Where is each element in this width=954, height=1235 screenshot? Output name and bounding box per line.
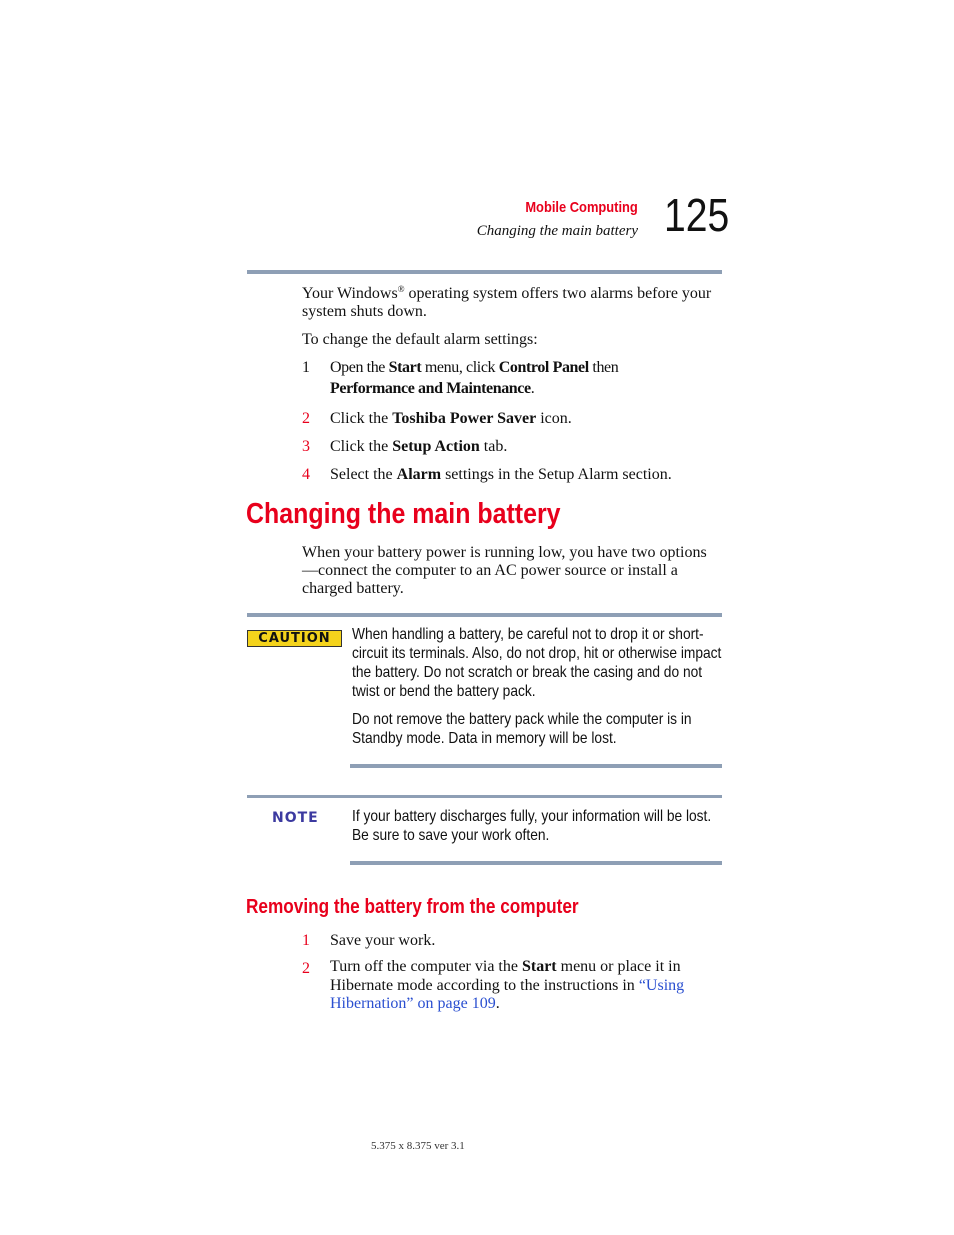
intro-paragraph-2: To change the default alarm settings:: [302, 331, 538, 348]
step-number: 1: [302, 359, 310, 376]
page-footer: 5.375 x 8.375 ver 3.1: [371, 1140, 465, 1152]
caution-paragraph-2: Do not remove the battery pack while the computer is in Standby mode. Data in memory will be lost.: [352, 711, 692, 747]
section-heading: Changing the main battery: [246, 498, 561, 530]
step-number: 4: [302, 466, 310, 483]
page-number: 125: [664, 189, 730, 241]
caution-top-rule: [247, 613, 722, 617]
step-number: 2: [302, 410, 310, 427]
step-text: Turn off the computer via the Start menu or place it in Hibernate mode according to the instructions in “Using Hibernation” on page 109.: [330, 958, 685, 1012]
step-number: 1: [302, 932, 310, 949]
hibernation-link[interactable]: “Using Hibernation” on page 109: [330, 976, 685, 1012]
running-header-section: Changing the main battery: [476, 223, 638, 239]
note-badge: NOTE: [272, 810, 319, 826]
step-text: Save your work.: [330, 932, 436, 949]
step-text: Open the Start menu, click Control Panel then Performance and Maintenance.: [330, 359, 619, 397]
subsection-heading: Removing the battery from the computer: [246, 896, 579, 918]
section-intro: When your battery power is running low, you have two options—connect the computer to an AC power source or install a charged battery.: [302, 544, 707, 597]
step-text: Select the Alarm settings in the Setup Alarm section.: [330, 466, 672, 483]
intro-paragraph-1: Your Windows® operating system offers two alarms before your system shuts down.: [302, 284, 712, 320]
running-header-chapter: Mobile Computing: [525, 199, 638, 216]
step-number: 2: [302, 960, 310, 977]
caution-paragraph-1: When handling a battery, be careful not to drop it or short-circuit its terminals. Also, do not drop, hit or otherwise impact the battery. Do not scratch or break the casing and do not twist or bend the battery pack.: [352, 626, 722, 700]
header-rule: [247, 270, 722, 274]
caution-badge: CAUTION: [247, 630, 342, 647]
note-bottom-rule: [350, 861, 722, 865]
caution-bottom-rule: [350, 764, 722, 768]
step-text: Click the Toshiba Power Saver icon.: [330, 410, 572, 427]
step-text: Click the Setup Action tab.: [330, 438, 508, 455]
note-top-rule: [247, 795, 722, 798]
step-number: 3: [302, 438, 310, 455]
note-text: If your battery discharges fully, your information will be lost. Be sure to save your work often.: [352, 808, 712, 844]
